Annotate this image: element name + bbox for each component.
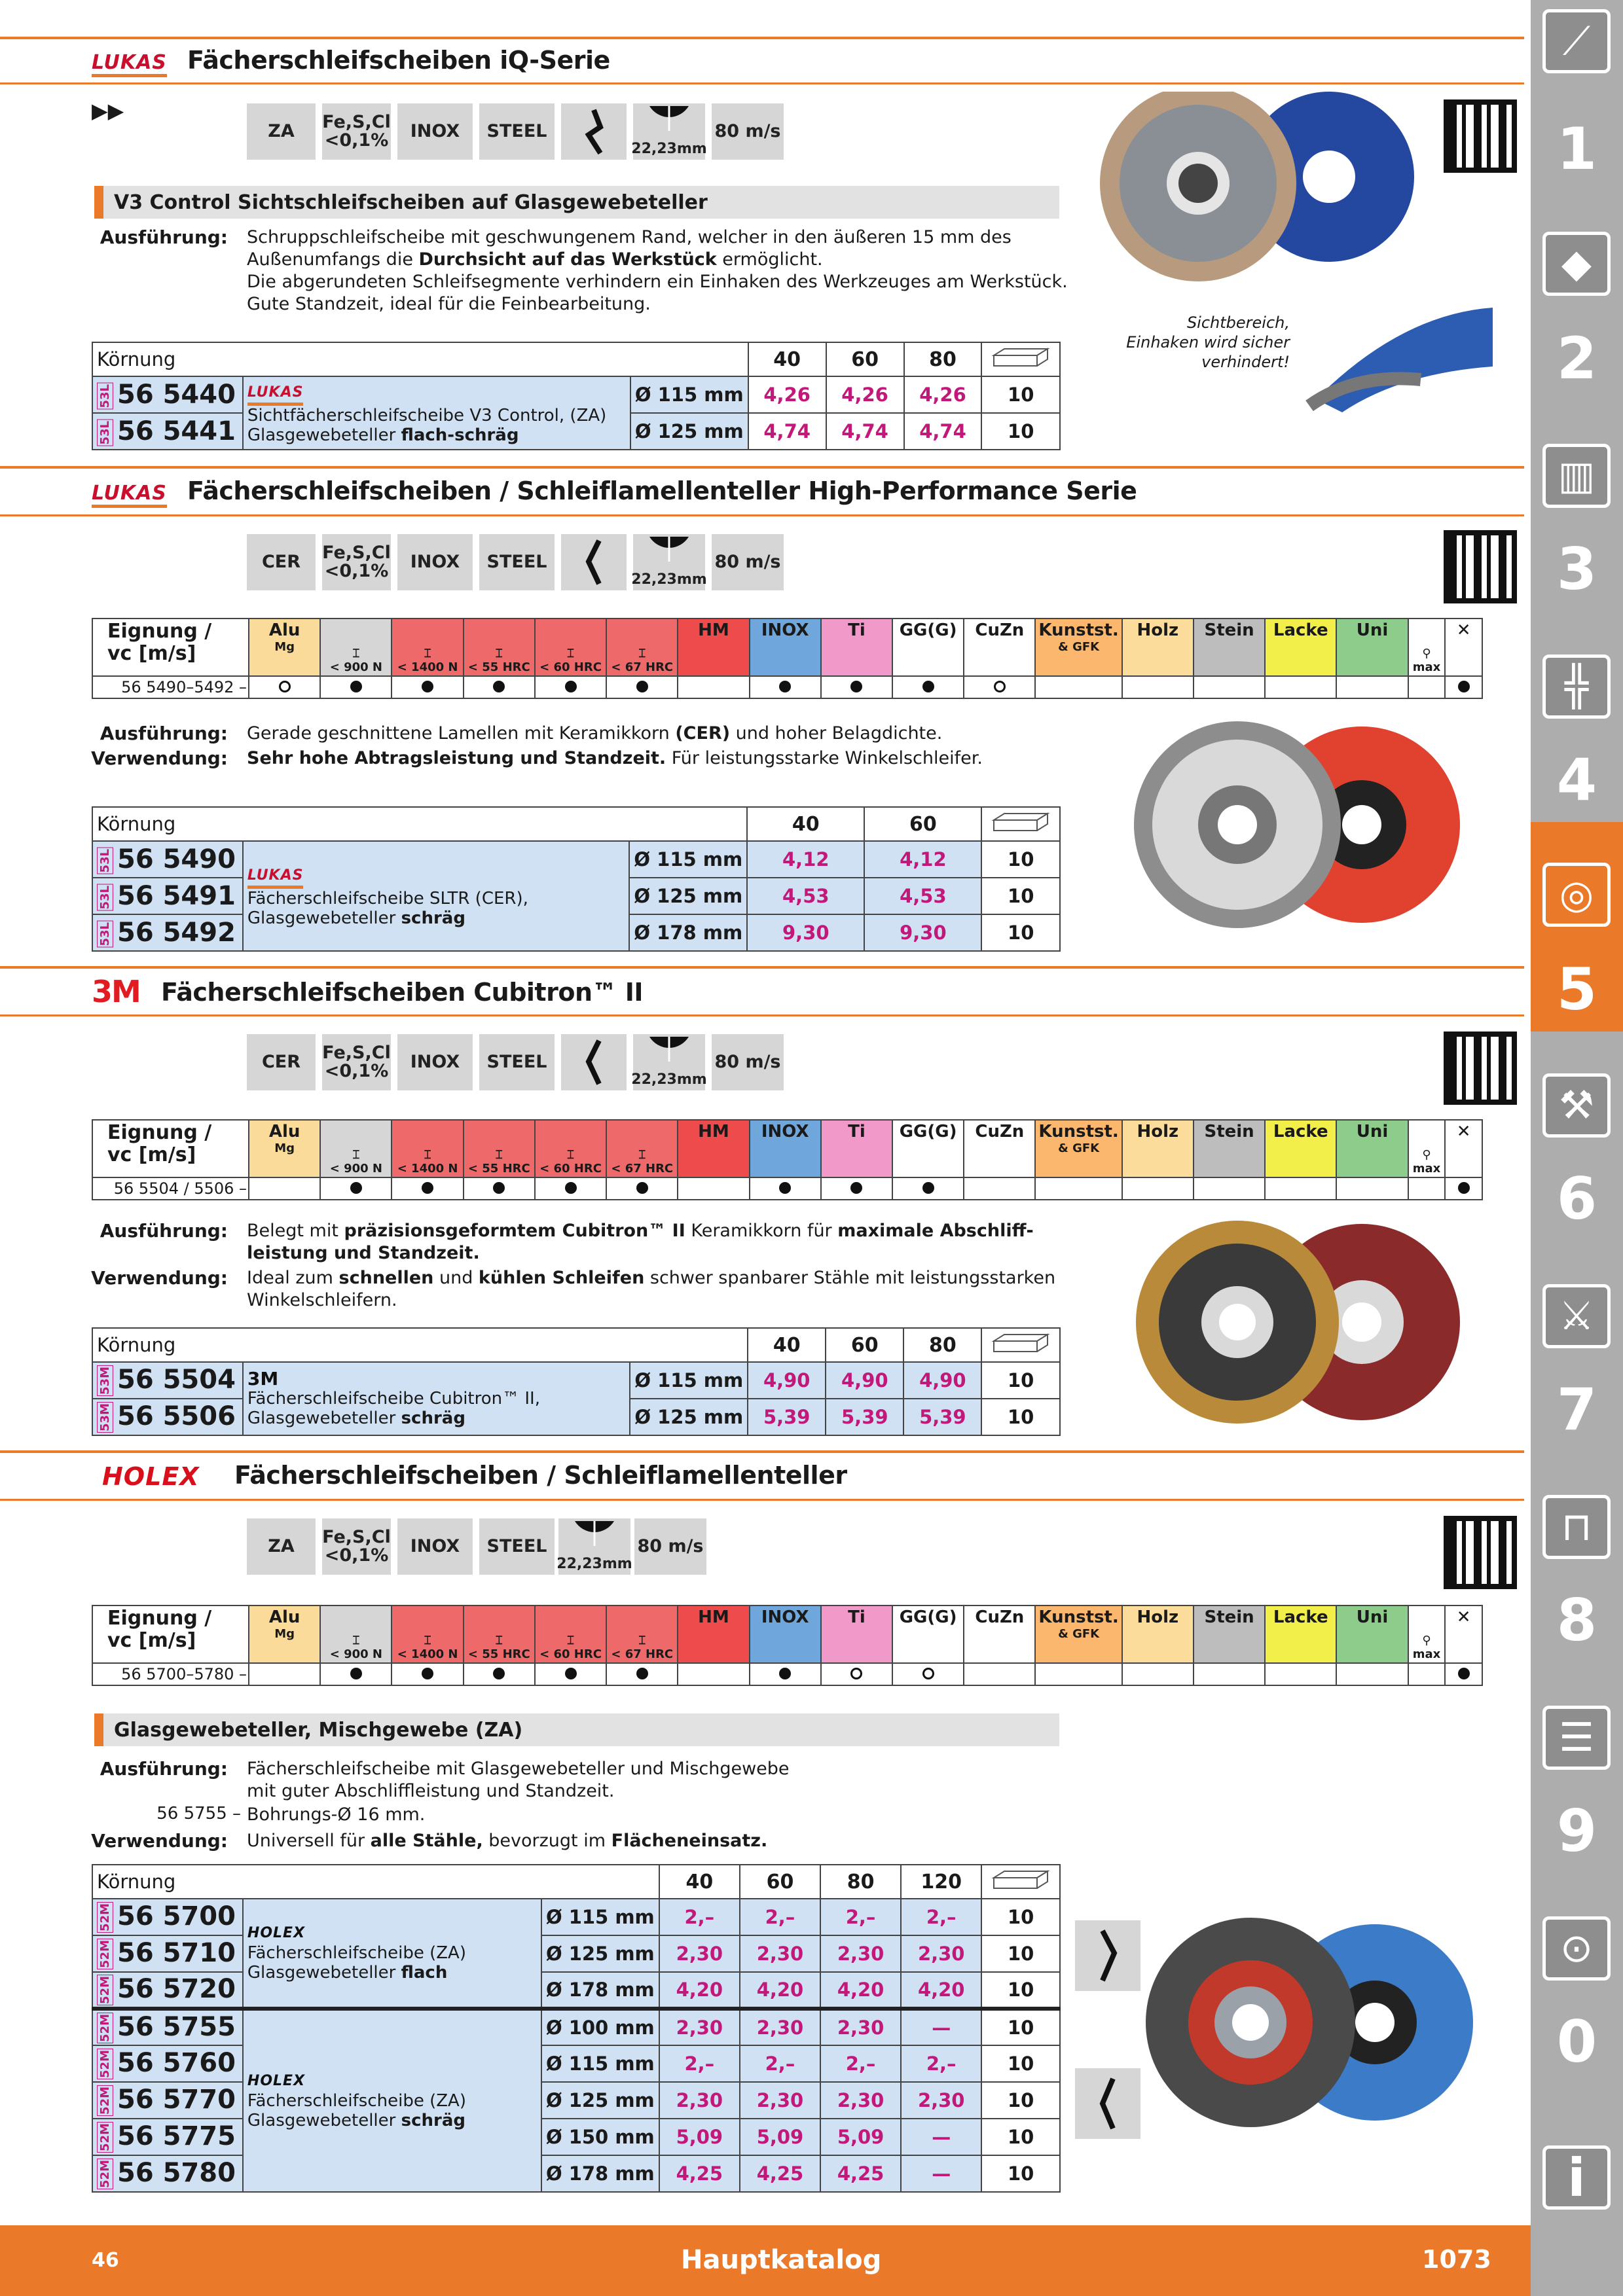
material-fe: Fe,S,Cl <0,1% [322,534,391,590]
bore-diameter-icon [558,1518,630,1575]
max-speed: 80 m/s [634,1518,706,1575]
bore-diameter-icon [633,534,705,590]
coolant-icon: ⚲ [1422,647,1431,660]
table-row: 52M 56 5700 HOLEX Fächerschleifscheibe (ZA) Glasgewebeteller flach Ø 115 mm 2,– 2,– 2,– 2,– 10 [92,1899,1060,1935]
material-inox: INOX [397,103,473,160]
verwendung-text: Ideal zum schnellen und kühlen Schleifen schwer spanbarer Stähle mit leistungsstarken Winkelschleifern. [247,1268,1056,1310]
lukas-logo-small: LUKAS [247,866,304,889]
steel-icon: ⌶ [495,1148,503,1162]
table-row: 52M 56 5770 Ø 125 mm 2,30 2,30 2,30 2,30 10 [92,2082,1060,2119]
image-caption: Sichtbereich, Einhaken wird sicher verhindert! [1126,314,1290,371]
max-speed: 80 m/s [712,534,784,590]
ausfuehrung-text: Fächerschleifscheibe mit Glasgewebeteller und Mischgewebe mit guter Abschliffleistung und Standzeit. [247,1759,790,1801]
qr-code [1444,99,1517,173]
verwendung-text: Universell für alle Stähle, bevorzugt im Flächeneinsatz. [247,1831,768,1851]
material-inox: INOX [397,534,473,590]
footer [0,2225,1531,2296]
lukas-logo: LUKAS [92,482,167,508]
page-number-right: 1073 [1422,2245,1491,2274]
suitability-table: Eignung / vc [m/s] Alu Mg ⌶ < 900 N ⌶ < 1400 N ⌶ < 55 HRC ⌶ < 60 HRC ⌶ < 67 HRC HM INOX Ti GG(G) CuZn Kunstst. & GFK Holz Stein Lacke Uni ⚲ max ✕ 56 5700–5780 – [92,1605,1483,1686]
cabinet-icon[interactable]: ☰ [1542,1706,1611,1770]
chapter-tab-9[interactable]: 9 [1556,1797,1597,1865]
table-row: 53M 56 5504 3M Fächerschleifscheibe Cubitron™ II, Glasgewebeteller schräg Ø 115 mm 4,90 4,90 4,90 10 [92,1362,1060,1399]
coolant-icon: ⚲ [1422,1634,1431,1647]
section-title: Fächerschleifscheiben Cubitron™ II [161,978,644,1007]
material-cer: CER [247,534,316,590]
table-row: 52M 56 5710 Ø 125 mm 2,30 2,30 2,30 2,30 10 [92,1935,1060,1972]
bore-diameter-icon [633,1034,705,1090]
bore-diameter-icon [633,103,705,160]
no-coolant-icon: ✕ [1445,619,1482,676]
qr-code [1444,530,1517,603]
section-title: Fächerschleifscheiben / Schleiflamellenteller High-Performance Serie [187,476,1137,505]
steel-icon: ⌶ [424,1634,431,1647]
bore-note-label: 56 5755 – [156,1804,241,1823]
steel-icon: ⌶ [567,1634,574,1647]
holex-logo: HOLEX [102,1462,200,1491]
chapter-sidebar [1531,0,1623,2296]
holex-logo-small: HOLEX [247,1925,306,1941]
grain-60: 60 [826,342,904,376]
qr-code [1444,1516,1517,1589]
no-coolant-icon: ✕ [1445,1120,1482,1177]
profile-icon [561,534,627,590]
workbench-icon[interactable]: ⊓ [1542,1495,1611,1559]
grain-80: 80 [904,342,982,376]
safety-goggles-icon[interactable]: ⊙ [1542,1916,1611,1981]
steel-icon: ⌶ [638,647,646,660]
caliper-icon[interactable]: ╬ [1542,655,1611,719]
material-steel: STEEL [479,534,555,590]
lukas-logo: LUKAS [92,51,167,77]
steel-icon: ⌶ [424,647,431,660]
tool-holder-icon[interactable]: ▥ [1542,444,1611,508]
page-number-left: 46 [92,2249,119,2272]
holex-logo-small: HOLEX [247,2073,306,2089]
chapter-tab-5[interactable]: 5 [1556,956,1597,1023]
table-row: 56 5700–5780 – [92,1663,1482,1685]
product-table-iq [92,342,1061,450]
qr-code [1444,1031,1517,1105]
subtitle-bar: Glasgewebeteller, Mischgewebe (ZA) [94,1713,1059,1746]
chapter-tab-3[interactable]: 3 [1556,535,1597,603]
lukas-logo-small: LUKAS [247,383,304,406]
product-image-holex [1139,1911,1480,2134]
chapter-tab-2[interactable]: 2 [1556,325,1597,392]
detail-image [1303,301,1499,412]
pack-icon [981,342,1060,376]
material-za: ZA [247,1518,316,1575]
ausfuehrung-label: Ausführung: [100,1758,228,1780]
table-row: 53L 56 5441 Ø 125 mm 4,74 4,74 4,74 10 [92,413,1060,450]
product-image-sltr [1126,720,1467,929]
material-fe: Fe,S,Cl <0,1% [322,103,391,160]
steel-icon: ⌶ [495,1634,503,1647]
ausfuehrung-label: Ausführung: [100,1220,228,1242]
pliers-hammer-icon[interactable]: ⚔ [1542,1284,1611,1348]
chapter-tab-7[interactable]: 7 [1556,1376,1597,1443]
wrench-screwdriver-icon[interactable]: ⚒ [1542,1073,1611,1138]
verwendung-label: Verwendung: [91,1267,228,1289]
pack-icon [981,1328,1060,1362]
steel-icon: ⌶ [352,647,360,660]
table-row: 53L 56 5492 Ø 178 mm 9,30 9,30 10 [92,914,1060,951]
product-table-cubitron: Körnung 40 60 80 53M 56 5504 3M Fächerschleifscheibe Cubitron™ II, Glasgewebeteller schräg Ø 115 mm 4,90 4,90 4,90 10 53M 56 5506 Ø 125 mm 5,39 5,39 5,39 10 [92,1327,1061,1436]
pack-icon [981,807,1060,841]
verwendung-label: Verwendung: [91,1830,228,1852]
steel-icon: ⌶ [638,1634,646,1647]
bore-label: 22,23mm [631,1071,707,1088]
info-tab[interactable]: i [1542,2145,1611,2210]
steel-icon: ⌶ [352,1148,360,1162]
steel-icon: ⌶ [352,1634,360,1647]
max-speed: 80 m/s [712,103,784,160]
product-image-v3 [1074,92,1440,321]
coolant-icon: ⚲ [1422,1148,1431,1162]
steel-icon: ⌶ [567,647,574,660]
material-za: ZA [247,103,316,160]
suitability-table: Eignung / vc [m/s] Alu Mg ⌶ < 900 N ⌶ < 1400 N ⌶ < 55 HRC ⌶ < 60 HRC ⌶ < 67 HRC HM INOX Ti GG(G) CuZn Kunstst. & GFK Holz Stein Lacke Uni ⚲ max ✕ 56 5490–5492 – [92,618,1483,699]
material-inox: INOX [397,1518,473,1575]
no-coolant-icon: ✕ [1445,1605,1482,1663]
table-row: 52M 56 5775 Ø 150 mm 5,09 5,09 5,09 — 10 [92,2119,1060,2155]
table-row: 52M 56 5760 Ø 115 mm 2,– 2,– 2,– 2,– 10 [92,2045,1060,2082]
bore-label: 22,23mm [556,1556,632,1572]
table-row: 52M 56 5755 HOLEX Fächerschleifscheibe (ZA) Glasgewebeteller schräg Ø 100 mm 2,30 2,30 2,30 — 10 [92,2009,1060,2045]
steel-icon: ⌶ [638,1148,646,1162]
chapter-tab-6[interactable]: 6 [1556,1165,1597,1232]
suitability-table: Eignung / vc [m/s] Alu Mg ⌶ < 900 N ⌶ < 1400 N ⌶ < 55 HRC ⌶ < 60 HRC ⌶ < 67 HRC HM INOX Ti GG(G) CuZn Kunstst. & GFK Holz Stein Lacke Uni ⚲ max ✕ 56 5504 / 5506 – [92,1119,1483,1200]
ausfuehrung-text: Belegt mit präzisionsgeformtem Cubitron™ II Keramikkorn für maximale Abschliff- leistung und Standzeit. [247,1221,1034,1263]
chapter-tab-8[interactable]: 8 [1556,1587,1597,1654]
table-row: 53L 56 5491 Ø 125 mm 4,53 4,53 10 [92,878,1060,914]
bore-label: 22,23mm [631,141,707,157]
table-row: 52M 56 5720 Ø 178 mm 4,20 4,20 4,20 4,20 10 [92,1972,1060,2009]
next-arrows-icon: ▶▶ [92,98,124,123]
material-steel: STEEL [479,103,555,160]
subtitle-bar: V3 Control Sichtschleifscheiben auf Glasgewebeteller [94,186,1059,219]
verwendung-text: Sehr hohe Abtragsleistung und Standzeit. Für leistungsstarke Winkelschleifer. [247,748,983,768]
max-speed: 80 m/s [712,1034,784,1090]
material-steel: STEEL [479,1518,555,1575]
table-row: 53L 56 5490 LUKAS Fächerschleifscheibe SLTR (CER), Glasgewebeteller schräg Ø 115 mm 4,12 4,12 10 [92,841,1060,878]
profile-icon [561,1034,627,1090]
steel-icon: ⌶ [567,1148,574,1162]
table-row: 53L 56 5440 LUKAS Sichtfächerschleifscheibe V3 Control, (ZA) Glasgewebeteller flach-schräg Ø 115 mm 4,26 4,26 4,26 10 [92,376,1060,413]
chapter-tab-1[interactable]: 1 [1556,115,1597,183]
grain-40: 40 [748,342,826,376]
profile-slanted-icon [1075,2068,1140,2139]
product-table-sltr: Körnung 40 60 53L 56 5490 LUKAS Fächerschleifscheibe SLTR (CER), Glasgewebeteller schräg Ø 115 mm 4,12 4,12 10 53L 56 5491 Ø 125 mm 4,53 4,53 10 53L 56 5492 Ø 178 mm 9,30 9,30 10 [92,806,1061,952]
insert-icon[interactable]: ◆ [1542,232,1611,296]
material-cer: CER [247,1034,316,1090]
chapter-tab-0[interactable]: 0 [1556,2008,1597,2075]
ausfuehrung-text: Gerade geschnittene Lamellen mit Keramikkorn (CER) und hoher Belagdichte. [247,723,943,744]
bore-note-text: Bohrungs-Ø 16 mm. [247,1804,426,1825]
product-table-holex: Körnung 40 60 80 120 52M 56 5700 HOLEX Fächerschleifscheibe (ZA) Glasgewebeteller flach Ø 115 mm 2,– 2,– 2,– 2,– 10 52M 56 5710 Ø 125 mm 2,30 2,30 2,30 2,30 10 52M 56 5720 Ø 178 mm 4,20 4,20 4,20 4,20 10 52M 56 5755 HOLEX Fächerschleifscheibe (ZA) Glasgewebeteller schräg Ø 100 mm 2,30 2,30 2,30 — 10 52M 56 5760 Ø 115 mm 2,– 2,– 2,– 2,– 10 52M 56 5770 Ø 125 mm 2,30 2,30 2,30 2,30 10 52M 56 5775 Ø 150 mm 5,09 5,09 5,09 — 10 52M 56 5780 Ø 178 mm 4,25 4,25 4,25 — 10 [92,1864,1061,2193]
table-row: 53M 56 5506 Ø 125 mm 5,39 5,39 5,39 10 [92,1399,1060,1435]
table-row: 56 5504 / 5506 – [92,1177,1482,1200]
drill-icon[interactable]: ⟋ [1542,9,1611,73]
ausfuehrung-text: Schruppschleifscheibe mit geschwungenem Rand, welcher in den äußeren 15 mm des Außenumfangs die Durchsicht auf das Werkstück ermöglicht. Die abgerundeten Schleifsegmente verhindern ein Einhaken des Werkzeuges am Werkstück. Gute Standzeit, ideal für die Feinbearbeitung. [247,227,1068,314]
ausfuehrung-label: Ausführung: [100,226,228,248]
table-row: 52M 56 5780 Ø 178 mm 4,25 4,25 4,25 — 10 [92,2155,1060,2192]
material-fe: Fe,S,Cl <0,1% [322,1034,391,1090]
ausfuehrung-label: Ausführung: [100,723,228,744]
verwendung-label: Verwendung: [91,747,228,769]
section-title: Fächerschleifscheiben / Schleiflamellenteller [234,1461,847,1490]
koernung-label: Körnung [92,342,748,376]
grinding-disc-icon[interactable]: ◎ [1542,863,1611,927]
product-image-cubitron [1126,1217,1467,1427]
material-steel: STEEL [479,1034,555,1090]
material-inox: INOX [397,1034,473,1090]
3m-logo: 3M [92,974,140,1009]
table-row: 56 5490–5492 – [92,676,1482,698]
chapter-tab-4[interactable]: 4 [1556,746,1597,814]
profile-flat-icon [1075,1920,1140,1991]
material-fe: Fe,S,Cl <0,1% [322,1518,391,1575]
steel-icon: ⌶ [495,647,503,660]
profile-icon [561,103,627,160]
bore-label: 22,23mm [631,571,707,588]
pack-icon [981,1865,1060,1899]
catalog-title: Hauptkatalog [681,2245,882,2275]
3m-logo-small: 3M [247,1368,279,1390]
steel-icon: ⌶ [424,1148,431,1162]
section-title: Fächerschleifscheiben iQ-Serie [187,46,610,75]
